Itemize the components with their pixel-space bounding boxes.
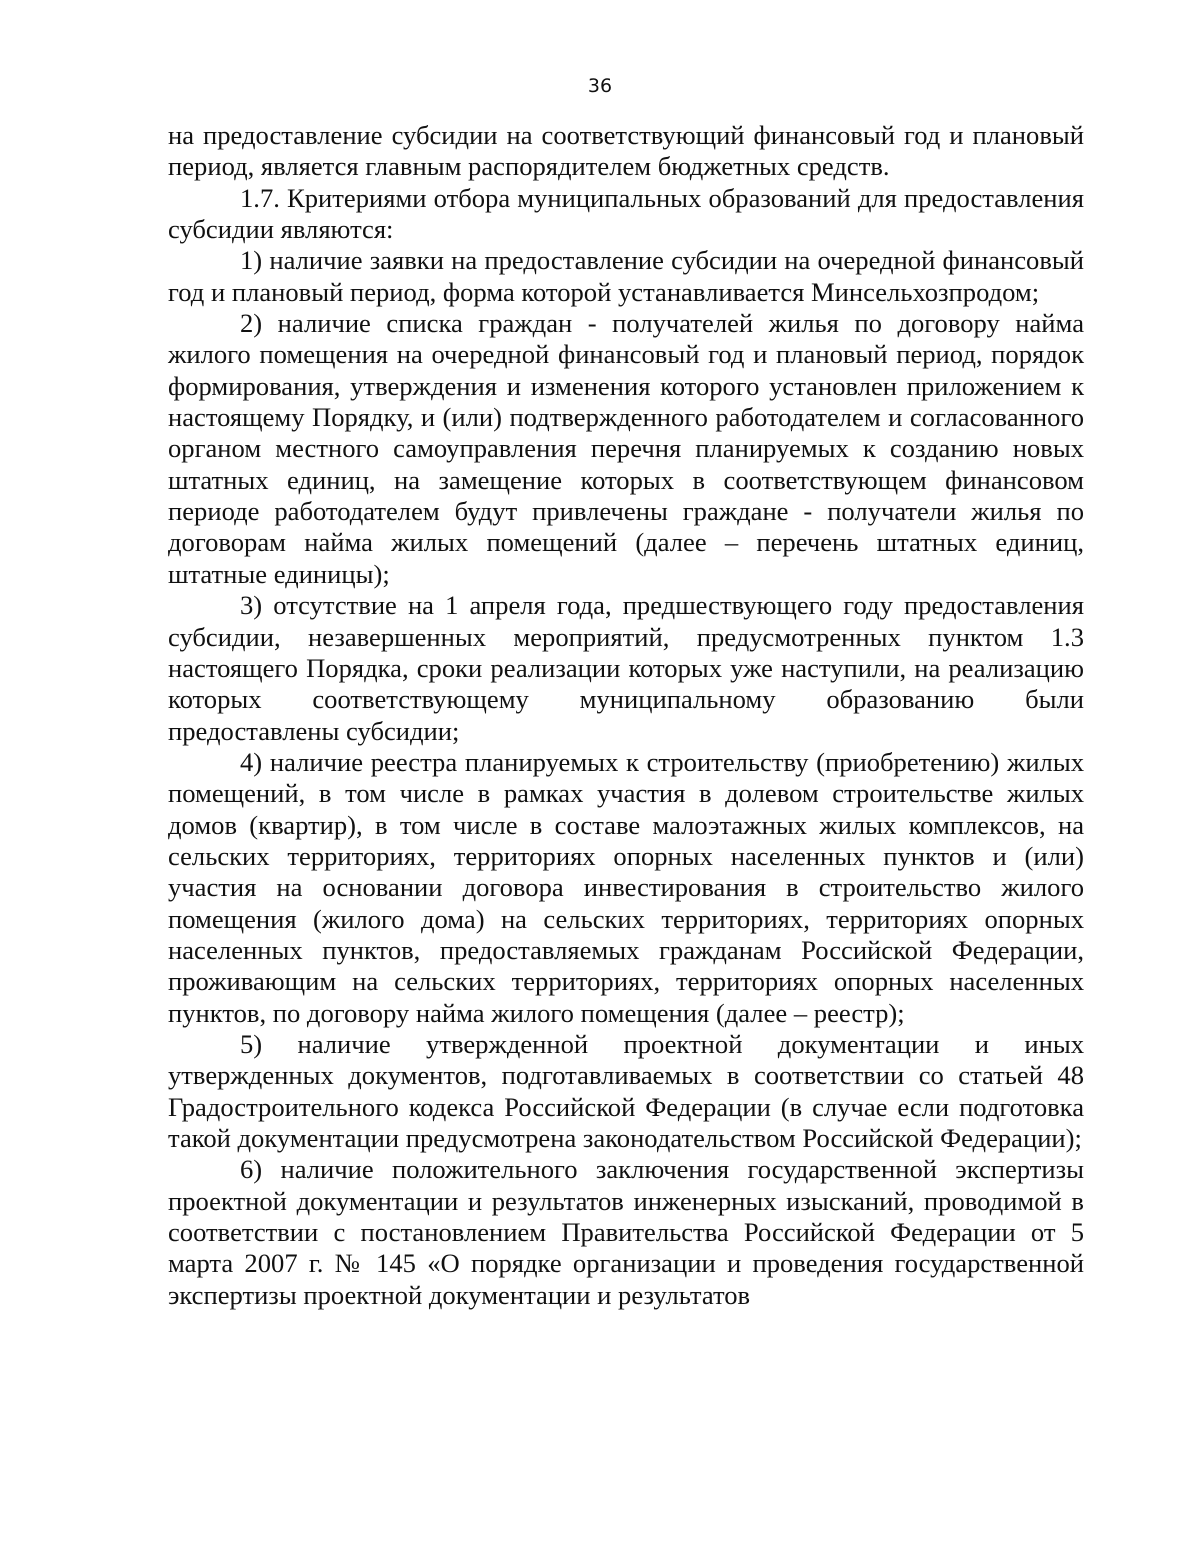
page-number: 36 xyxy=(587,75,613,97)
paragraph-8: 6) наличие положительного заключения государственной экспертизы проектной документации и результатов инженерных изысканий, проводимой в соответствии с постановлением Правительства Российской Федерации от 5 марта 2007 г. № 145 «О порядке организации и проведения государственной экспертизы проектной документации и результатов xyxy=(168,1154,1084,1310)
paragraph-1: на предоставление субсидии на соответствующий финансовый год и плановый период, является главным распорядителем бюджетных средств. xyxy=(168,120,1084,182)
paragraph-3: 1) наличие заявки на предоставление субсидии на очередной финансовый год и плановый период, форма которой устанавливается Минсельхозпродом; xyxy=(168,245,1084,307)
paragraph-5: 3) отсутствие на 1 апреля года, предшествующего году предоставления субсидии, незавершенных мероприятий, предусмотренных пунктом 1.3 настоящего Порядка, сроки реализации которых уже наступили, на реализацию которых соответствующему муниципальному образованию были предоставлены субсидии; xyxy=(168,590,1084,746)
paragraph-6: 4) наличие реестра планируемых к строительству (приобретению) жилых помещений, в том числе в рамках участия в долевом строительстве жилых домов (квартир), в том числе в составе малоэтажных жилых комплексов, на сельских территориях, территориях опорных населенных пунктов и (или) участия на основании договора инвестирования в строительство жилого помещения (жилого дома) на сельских территориях, территориях опорных населенных пунктов, предоставляемых гражданам Российской Федерации, проживающим на сельских территориях, территориях опорных населенных пунктов, по договору найма жилого помещения (далее – реестр); xyxy=(168,746,1084,1028)
paragraph-7: 5) наличие утвержденной проектной документации и иных утвержденных документов, подготавливаемых в соответствии со статьей 48 Градостроительного кодекса Российской Федерации (в случае если подготовка такой документации предусмотрена законодательством Российской Федерации); xyxy=(168,1028,1084,1153)
document-body xyxy=(168,120,1084,1311)
paragraph-4: 2) наличие списка граждан - получателей жилья по договору найма жилого помещения на очередной финансовый год и плановый период, порядок формирования, утверждения и изменения которого установлен приложением к настоящему Порядку, и (или) подтвержденного работодателем и согласованного органом местного самоуправления перечня планируемых к созданию новых штатных единиц, на замещение которых в соответствующем финансовом периоде работодателем будут привлечены граждане - получатели жилья по договорам найма жилых помещений (далее – перечень штатных единиц, штатные единицы); xyxy=(168,308,1084,589)
paragraph-2: 1.7. Критериями отбора муниципальных образований для предоставления субсидии являются: xyxy=(168,182,1084,245)
